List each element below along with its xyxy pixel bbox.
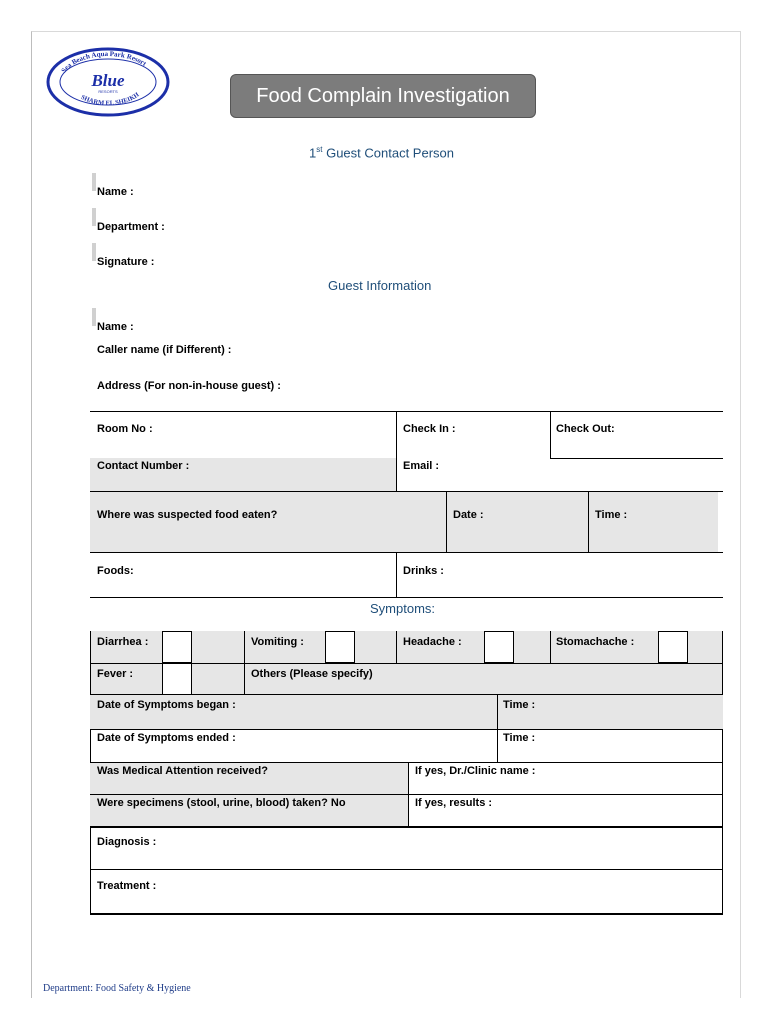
table-divider [396,411,397,491]
began-time-label: Time : [503,699,536,711]
field-marker [92,208,96,226]
email-label: Email : [403,460,440,472]
guest-name-label: Name : [97,321,134,333]
field-marker [92,308,96,326]
row-shade [90,492,718,552]
treatment-label: Treatment : [97,880,157,892]
diarrhea-checkbox[interactable] [162,631,192,663]
table-divider [550,411,551,458]
address-label: Address (For non-in-house guest) : [97,380,281,392]
contact-number-label: Contact Number : [97,460,190,472]
stomachache-checkbox[interactable] [658,631,688,663]
form-title: Food Complain Investigation [230,74,536,118]
table-rule [90,794,723,795]
table-rule [90,826,723,828]
field-marker [92,173,96,191]
table-rule [90,552,723,553]
logo-bottom-text: SHARM EL SHEIKH [79,91,141,107]
caller-name-label: Caller name (if Different) : [97,344,232,356]
headache-label: Headache : [403,636,462,648]
others-label: Others (Please specify) [251,668,373,680]
stomachache-label: Stomachache : [556,636,635,648]
logo-brand: Blue [91,71,125,90]
table-rule [90,411,723,412]
vomiting-checkbox[interactable] [325,631,355,663]
symptoms-began-label: Date of Symptoms began : [97,699,236,711]
time-label: Time : [595,509,628,521]
contact-name-label: Name : [97,186,134,198]
vomiting-label: Vomiting : [251,636,304,648]
results-label: If yes, results : [415,797,493,809]
symptoms-heading: Symptoms: [370,601,436,616]
room-no-label: Room No : [97,423,153,435]
logo-sub-brand: RESORTS [98,89,118,94]
contact-signature-label: Signature : [97,256,155,268]
table-divider [588,492,589,552]
diarrhea-label: Diarrhea : [97,636,149,648]
fever-label: Fever : [97,668,134,680]
contact-heading: 1st Guest Contact Person [309,145,454,161]
contact-department-label: Department : [97,221,165,233]
check-in-label: Check In : [403,423,456,435]
resort-logo [46,46,170,118]
table-divider [396,552,397,597]
where-eaten-label: Where was suspected food eaten? [97,509,278,521]
ended-time-label: Time : [503,732,536,744]
table-rule [90,869,723,870]
field-marker [92,243,96,261]
table-rule [90,913,723,915]
guest-heading: Guest Information [328,278,432,293]
table-rule [90,597,723,598]
headache-checkbox[interactable] [484,631,514,663]
specimens-label: Were specimens (stool, urine, blood) taken? No [97,797,346,809]
drinks-label: Drinks : [403,565,444,577]
clinic-name-label: If yes, Dr./Clinic name : [415,765,536,777]
logo-top-text: Sea Beach Aqua Park Resort [59,49,148,75]
table-divider [550,631,551,663]
foods-label: Foods: [97,565,134,577]
table-divider [396,631,397,663]
table-border-right [722,631,723,914]
footer-department: Department: Food Safety & Hygiene [43,983,191,994]
fever-checkbox[interactable] [162,663,192,695]
diagnosis-label: Diagnosis : [97,836,157,848]
date-label: Date : [453,509,484,521]
table-rule [90,729,723,730]
table-divider [446,492,447,552]
symptoms-ended-label: Date of Symptoms ended : [97,732,236,744]
medical-attention-label: Was Medical Attention received? [97,765,268,777]
check-out-label: Check Out: [556,423,615,435]
table-rule [550,458,723,459]
